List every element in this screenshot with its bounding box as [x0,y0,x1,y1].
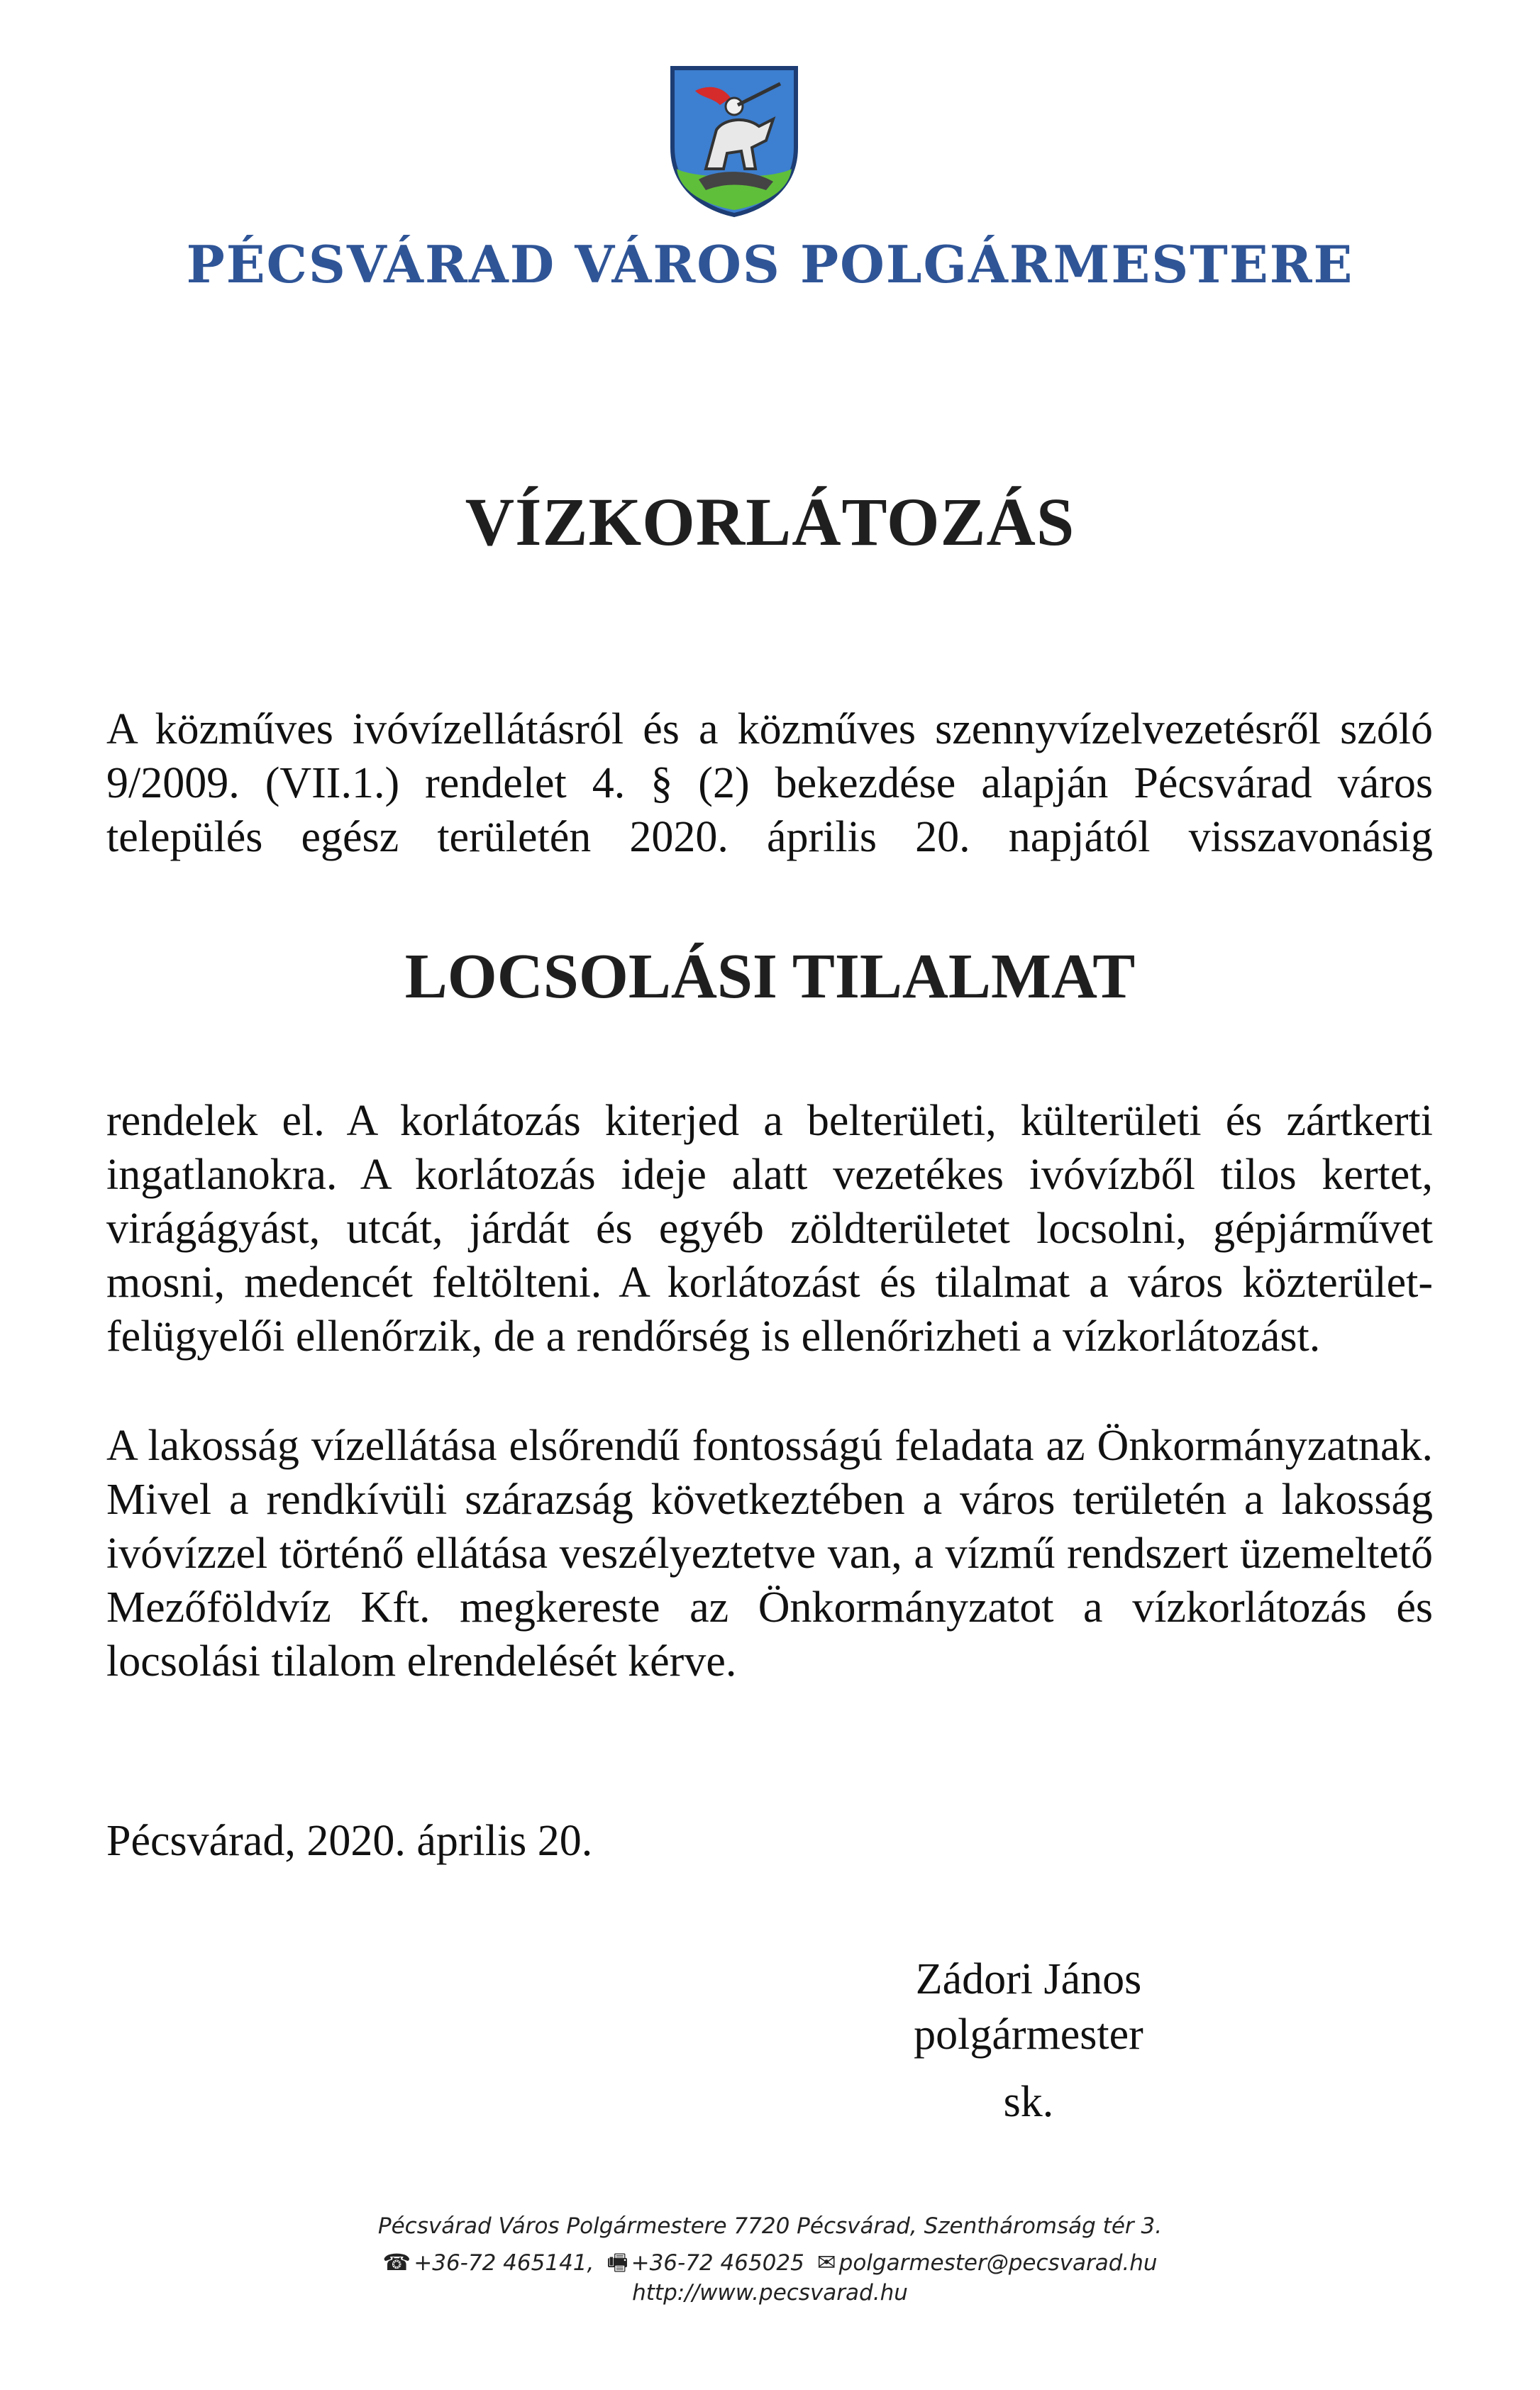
signatory-sk: sk. [1003,2078,1054,2126]
footer-fax: +36-72 465025 [631,2250,804,2276]
org-title: PÉCSVÁRAD VÁROS POLGÁRMESTERE [186,234,1354,294]
body-paragraph-1: rendelek el. A korlátozás kiterjed a belterületi, külterületi és zártkerti ingatlanokra. A korlátozás ideje alatt vezetékes ivóvízből tilos kertet, virágágyást, utcát, járdát és egyéb zöldterületet locsolni, gépjárművet mosni, medencét feltölteni. A korlátozást és tilalmat a város közterület-felügyelői ellenőrzik, de a rendőrség is ellenőrizheti a vízkorlátozást. [106,1097,1433,1361]
signatory-name: Zádori János [915,1955,1142,2003]
place-date: Pécsvárad, 2020. április 20. [106,1817,593,1865]
footer-website[interactable]: http://www.pecsvarad.hu [632,2280,908,2306]
intro-paragraph: A közműves ivóvízellátásról és a közműves szennyvízelvezetésről szóló 9/2009. (VII.1.) rendelet 4. § (2) bekezdése alapján Pécsvárad város település egész területén 2020. április 20. napjától visszavonásig [106,705,1433,861]
signatory-role: polgármester [914,2010,1143,2059]
coat-of-arms-icon [667,62,802,218]
footer-address: Pécsvárad Város Polgármestere 7720 Pécsvárad, Szentháromság tér 3. [377,2213,1163,2239]
fax-icon: 🖷 [606,2249,628,2276]
phone-icon: ☎ [382,2249,411,2276]
body-paragraph-2: A lakosság vízellátása elsőrendű fontosságú feladata az Önkormányzatnak. Mivel a rendkívüli szárazság következtében a város területén a lakosság ivóvízzel történő ellátása veszélyeztetve van, a vízmű rendszert üzemeltető Mezőföldvíz Kft. megkereste az Önkormányzatot a vízkorlátozás és locsolási tilalom elrendelését kérve. [106,1422,1433,1686]
footer-phone: +36-72 465141, [414,2250,594,2276]
prohibition-title: LOCSOLÁSI TILALMAT [404,941,1136,1012]
email-icon: ✉ [816,2249,836,2276]
footer-email[interactable]: polgarmester@pecsvarad.hu [838,2250,1158,2276]
footer-contact [0,2247,1540,2285]
document-title: VÍZKORLÁTOZÁS [465,484,1075,560]
